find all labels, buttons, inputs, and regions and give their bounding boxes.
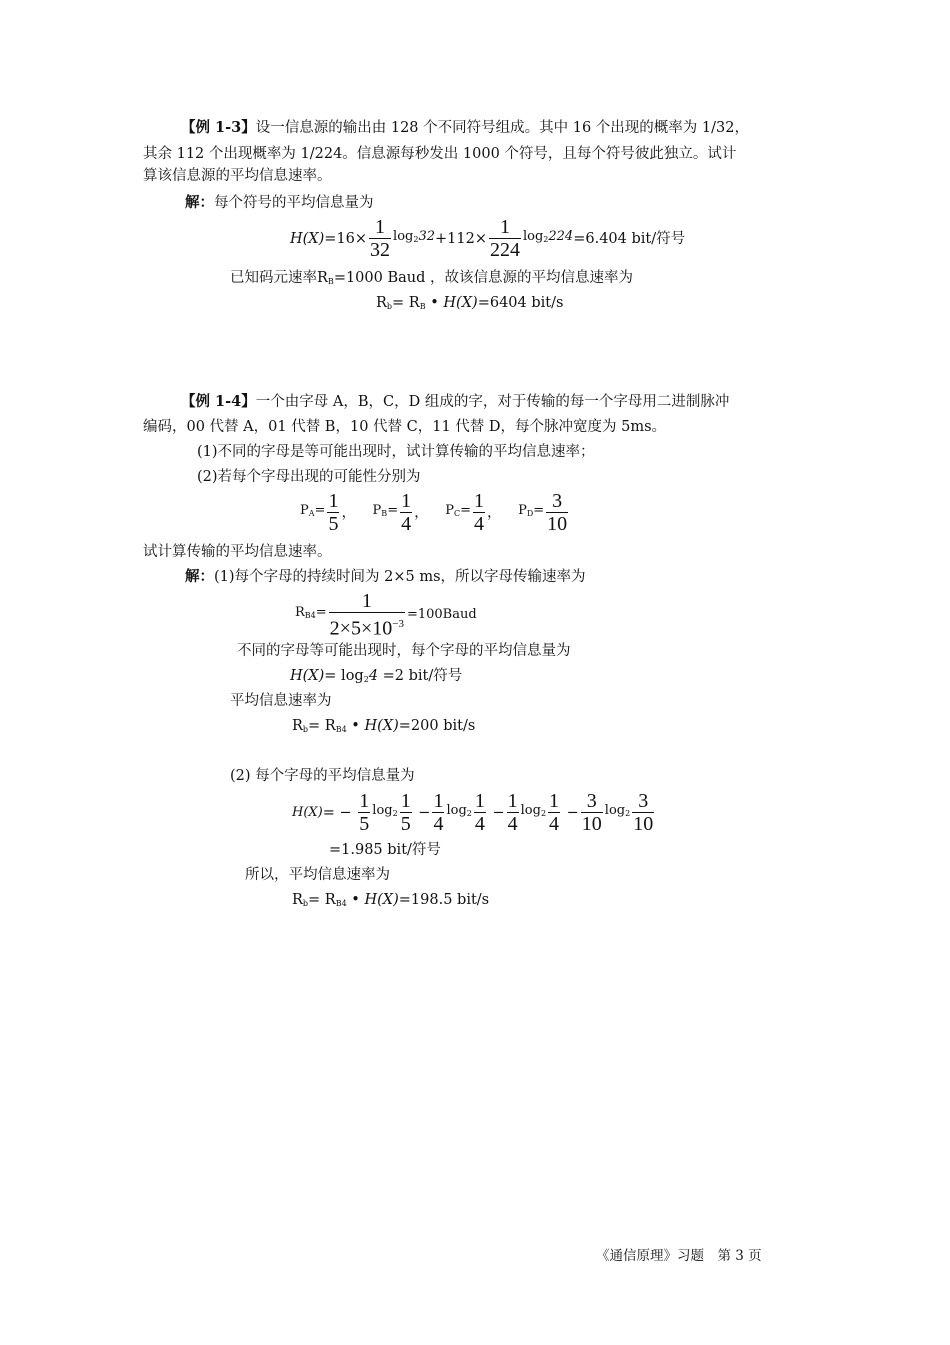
question-2: (2)若每个字母出现的可能性分别为 (197, 469, 421, 485)
entropy-result-2: =1.985 bit/符号 (329, 842, 441, 858)
example-1-3-line-3: 算该信息源的平均信息速率。 (143, 168, 332, 184)
entropy-equation-1-3: H(X)=16× $\frac{1}{32}$ $\log_232+112\times$ $\frac{1}{224}$ $\log_2224=6.404$ bit/符号 (290, 216, 686, 261)
probabilities-row: $P_A=$ $\frac{1}{5}$ ， $P_B=$ $\frac{1}{4}$ ， $P_C=$ $\frac{1}{4}$ ， $P_D=$ $\frac{3}{10}$ (300, 490, 568, 535)
fraction: $\frac{3}{10}$ (633, 790, 654, 835)
entropy-equation-1: $H(X)= \log_24 =2$ bit/符号 (290, 668, 463, 684)
fraction: $\frac{1}{4}$ (474, 790, 485, 835)
solution-2-intro: (2) 每个字母的平均信息量为 (230, 768, 415, 784)
example-1-3-line-1: 【例 1-3】设一信息源的输出由 128 个不同符号组成。其中 16 个出现的概率为 1/32， (181, 119, 749, 136)
fraction: $\frac{1}{4}$ (433, 790, 444, 835)
avg-rate-label: 平均信息速率为 (230, 693, 332, 709)
equiprobable-text: 不同的字母等可能出现时，每个字母的平均信息量为 (237, 643, 571, 659)
fraction: $\frac{1}{5}$ (328, 490, 339, 535)
example-1-3-line-2: 其余 112 个出现概率为 1/224。信息源每秒发出 1000 个符号，且每个符号彼此独立。试计 (143, 146, 737, 162)
solution-1-intro: 解：(1)每个字母的持续时间为 2×5 ms，所以字母传输速率为 (185, 568, 586, 585)
fraction: $\frac{1}{5}$ (359, 790, 370, 835)
fraction: $\frac{1}{2\times 5\times 10^{-3}}$ (329, 590, 404, 640)
example-1-4-tag: 【例 1-4】 (181, 393, 256, 410)
question-2-tail: 试计算传输的平均信息速率。 (143, 544, 332, 560)
fraction: $\frac{1}{4}$ (401, 490, 412, 535)
fraction: $\frac{3}{10}$ (547, 490, 568, 535)
question-1: (1)不同的字母是等可能出现时，试计算传输的平均信息速率； (197, 444, 595, 460)
entropy-equation-2: H(X)= − $\frac{1}{5}$ $\log_2$ $\frac{1}{5}$ − $\frac{1}{4}$ $\log_2$ $\frac{1}{4}$ − $\frac{1}{4}$ $\log_2$ $\frac{1}{4}$ − $\frac{3}{10}$ $\log_2$ $\frac{3}{10}$ (292, 790, 654, 835)
so-text: 所以，平均信息速率为 (245, 867, 390, 883)
example-1-4-line-2: 编码，00 代替 A，01 代替 B，10 代替 C，11 代替 D，每个脉冲宽度为 5ms。 (143, 419, 667, 435)
letter-rate-equation: $R_{B4}=$ $\frac{1}{2\times 5\times 10^{-3}}$ =100Baud (295, 590, 477, 640)
fraction: $\frac{1}{4}$ (549, 790, 560, 835)
example-1-4-line-1: 【例 1-4】一个由字母 A，B，C，D 组成的字，对于传输的每一个字母用二进制脉冲 (181, 393, 730, 410)
rate-result-1-3: $R_b= R_B$ • H(X)=6404 bit/s (376, 295, 564, 311)
fraction: $\frac{1}{5}$ (400, 790, 411, 835)
solution-label: 解： (185, 194, 214, 211)
example-1-3-tag: 【例 1-3】 (181, 119, 256, 136)
fraction: $\frac{1}{4}$ (473, 490, 484, 535)
fraction: $\frac{1}{32}$ (370, 216, 391, 261)
rate-result-2: $R_b= R_{B4}$ • H(X)=198.5 bit/s (292, 892, 490, 908)
solution-label: 解： (185, 568, 214, 585)
rate-result-1: $R_b= R_{B4}$ • H(X)=200 bit/s (292, 718, 476, 734)
page-footer: 《通信原理》习题 第 3 页 (596, 1248, 762, 1264)
fraction: $\frac{1}{224}$ (489, 216, 520, 261)
fraction: $\frac{3}{10}$ (581, 790, 602, 835)
solution-intro: 解：每个符号的平均信息量为 (185, 194, 374, 211)
fraction: $\frac{1}{4}$ (507, 790, 518, 835)
known-symbol-rate: 已知码元速率$R_B=1000$ Baud ，故该信息源的平均信息速率为 (230, 270, 634, 286)
